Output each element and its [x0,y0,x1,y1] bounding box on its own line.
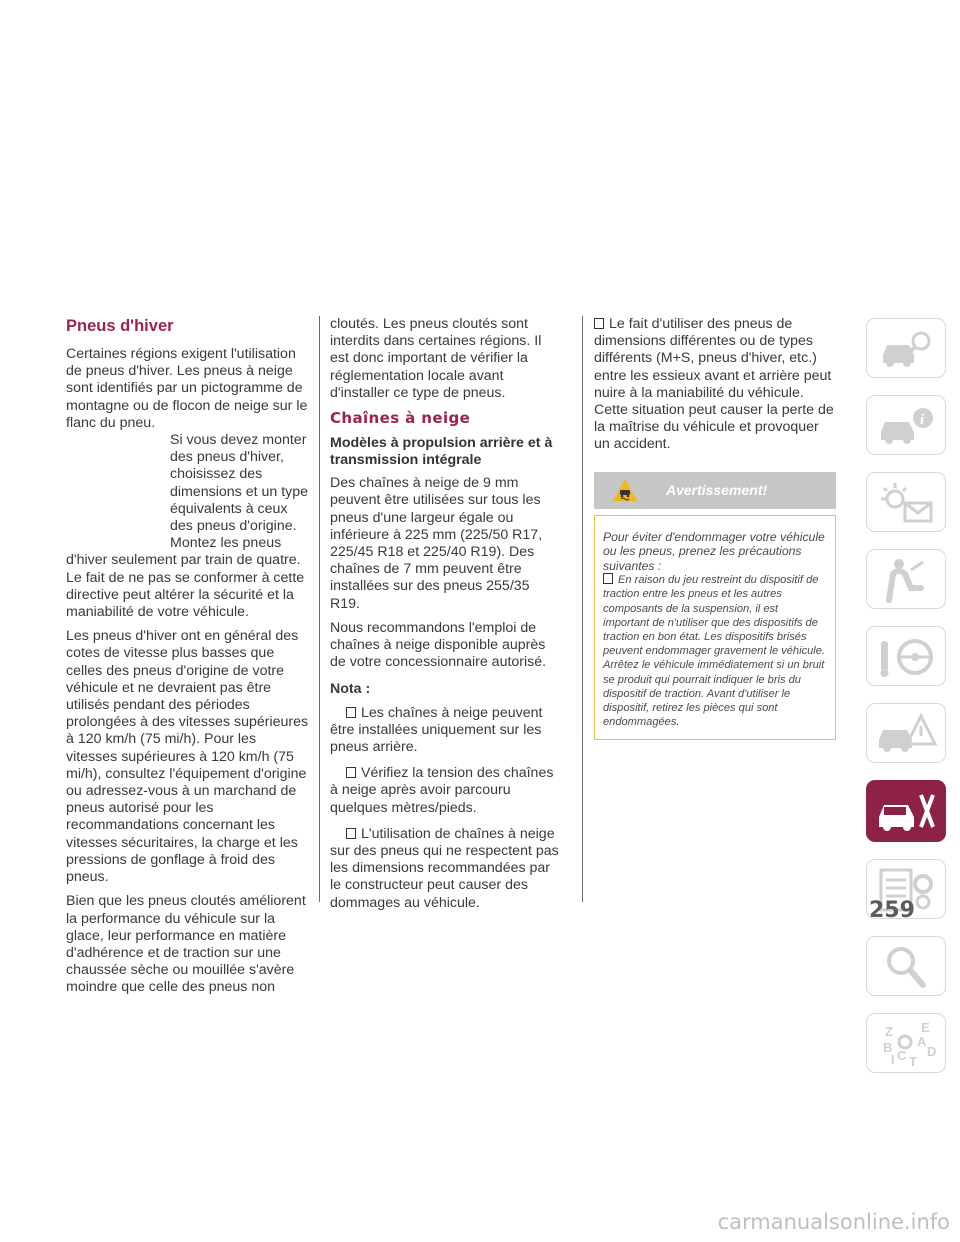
footer-watermark[interactable]: carmanualsonline.info [717,1210,950,1234]
index-icon [875,1020,939,1068]
airbag-seat-icon [875,556,939,604]
tab-index[interactable] [866,1013,946,1073]
tab-search[interactable] [866,936,946,996]
list-item-text: Les chaînes à neige peuvent être installées uniquement sur les pneus arrière. [330,704,543,756]
paragraph: Nous recommandons l'emploi de chaînes à neige disponible auprès de votre concessionnaire autorisé. [330,619,547,671]
paragraph: cloutés. Les pneus cloutés sont interdits dans certaines régions. Il est donc important de vérifier la réglementation locale avant d'installer ce type de pneus. [330,316,542,401]
paragraph-tail: d'hiver seulement par train de quatre. Le fait de ne pas se conformer à cette directive peut altérer la sécurité et la maniabilité de votre véhicule. [66,552,305,621]
column-divider [319,316,320,902]
checkbox-bullet-icon [346,707,356,718]
car-info-icon [875,402,939,450]
car-search-icon [875,325,939,373]
index-letter: D [927,1044,937,1059]
list-item [330,765,562,817]
index-letter: E [921,1020,930,1035]
warning-intro: Pour éviter d'endommager votre véhicule ou les pneus, prenez les précautions suivantes : [603,529,825,573]
warning-item-text: En raison du jeu restreint du dispositif de traction entre les pneus et les autres composants de la suspension, il est important de n'utiliser que des dispositifs de traction en bon état. Les dispositifs brisés peuvent endommager gravement le véhicule. Arrêtez le véhicule immédiatement si un bruit se produit qui pourrait indiquer le bris du dispositif de traction. Avant d'utiliser le dispositif, retirez les pièces qui sont endommagées. [603,574,826,729]
car-service-icon [875,787,939,835]
warning-item [603,573,827,729]
chapter-sidebar [866,318,946,1090]
list-item [330,705,562,757]
paragraph: Les pneus d'hiver ont en général des cotes de vitesse plus basses que celles des pneus d'origine de votre véhicule et ne devraient pas être utilisés pendant des périodes prolongées à des vitesses supérieures à 120 km/h (75 mi/h). Pour les vitesses supérieures à 120 km/h (75 mi/h), consultez l'équipement d'origine ou adressez-vous à un marchand de pneus autorisé pour les recommandations concernant les vitesses sécuritaires, la charge et les pressions de gonflage à froid des pneus. [66,628,309,886]
wrapped-paragraph [66,432,309,621]
checkbox-bullet-icon [594,318,604,329]
paragraph: Des chaînes à neige de 9 mm peuvent être utilisées sur tous les pneus d'une largeur égale ou inférieure à 225 mm (225/50 R17, 225/45 R18 et 225/40 R19). Des chaînes de 7 mm peuvent être installées sur des pneus 255/35 R19. [330,475,543,612]
section-title-winter-tires: Pneus d'hiver [66,317,174,335]
svg-text:i: i [920,412,925,428]
warning-lights-icon [875,479,939,527]
index-letter: T [909,1054,917,1068]
note-label: Nota : [330,681,371,698]
checkbox-bullet-icon [346,828,356,839]
index-letter: A [917,1034,927,1049]
paragraph-wrap: Si vous devez monter des pneus d'hiver, choisissez des dimensions et un type équivalents à ceux des pneus d'origine. Montez les pneus [170,432,309,552]
index-letter: Z [885,1024,893,1039]
paragraph [66,346,309,432]
subsection-title: Modèles à propulsion arrière et à transmission intégrale [330,435,553,469]
index-letter: B [883,1040,893,1055]
warning-header [594,472,836,509]
list-item-text: Vérifiez la tension des chaînes à neige après avoir parcouru quelques mètres/pieds. [330,765,554,816]
warning-box [594,515,836,741]
search-icon [875,943,939,991]
column-2 [330,316,562,921]
tab-car-search[interactable] [866,318,946,378]
list-item [330,826,562,912]
tab-emergency[interactable] [866,703,946,763]
column-divider [582,316,583,902]
tab-warning-lights[interactable] [866,472,946,532]
page-number: 259 [869,898,915,923]
checkbox-bullet-icon [346,767,356,778]
tab-starting-driving[interactable] [866,626,946,686]
skidding-car-warning-icon [612,478,638,502]
paragraph-lead: Certaines régions exigent l'utilisation de pneus d'hiver. Les pneus à neige sont identifiés par un pictogramme de montagne ou de flocon de neige sur le flanc du pneu. [66,346,308,431]
warning-title: Avertissement! [666,481,768,498]
tab-car-info[interactable] [866,395,946,455]
steering-controls-icon [875,633,939,681]
car-breakdown-icon [875,710,939,758]
index-letter: I [891,1052,895,1067]
tab-servicing-maintenance[interactable] [866,780,946,842]
paragraph: Bien que les pneus cloutés améliorent la performance du véhicule sur la glace, leur performance en matière d'adhérence et de traction sur une chaussée sèche ou mouillée s'avère moindre que celle des pneus non [66,893,306,996]
list-item [594,316,836,454]
tab-safety[interactable] [866,549,946,609]
list-item-text: Le fait d'utiliser des pneus de dimensions différentes ou de types différents (M+S, pneus d'hiver, etc.) entre les essieux avant et arrière peut nuire à la maniabilité du véhicule. Cette situation peut causer la perte de la maîtrise du véhicule et provoquer un accident. [594,316,834,453]
checkbox-bullet-icon [603,573,613,584]
column-3 [594,316,836,740]
section-title-snow-chains: Chaînes à neige [330,409,471,428]
index-letter: C [897,1048,907,1063]
column-1 [66,316,309,1004]
list-item-text: L'utilisation de chaînes à neige sur des pneus qui ne respectent pas les dimensions recommandées par le constructeur peut causer des dommages au véhicule. [330,825,559,911]
